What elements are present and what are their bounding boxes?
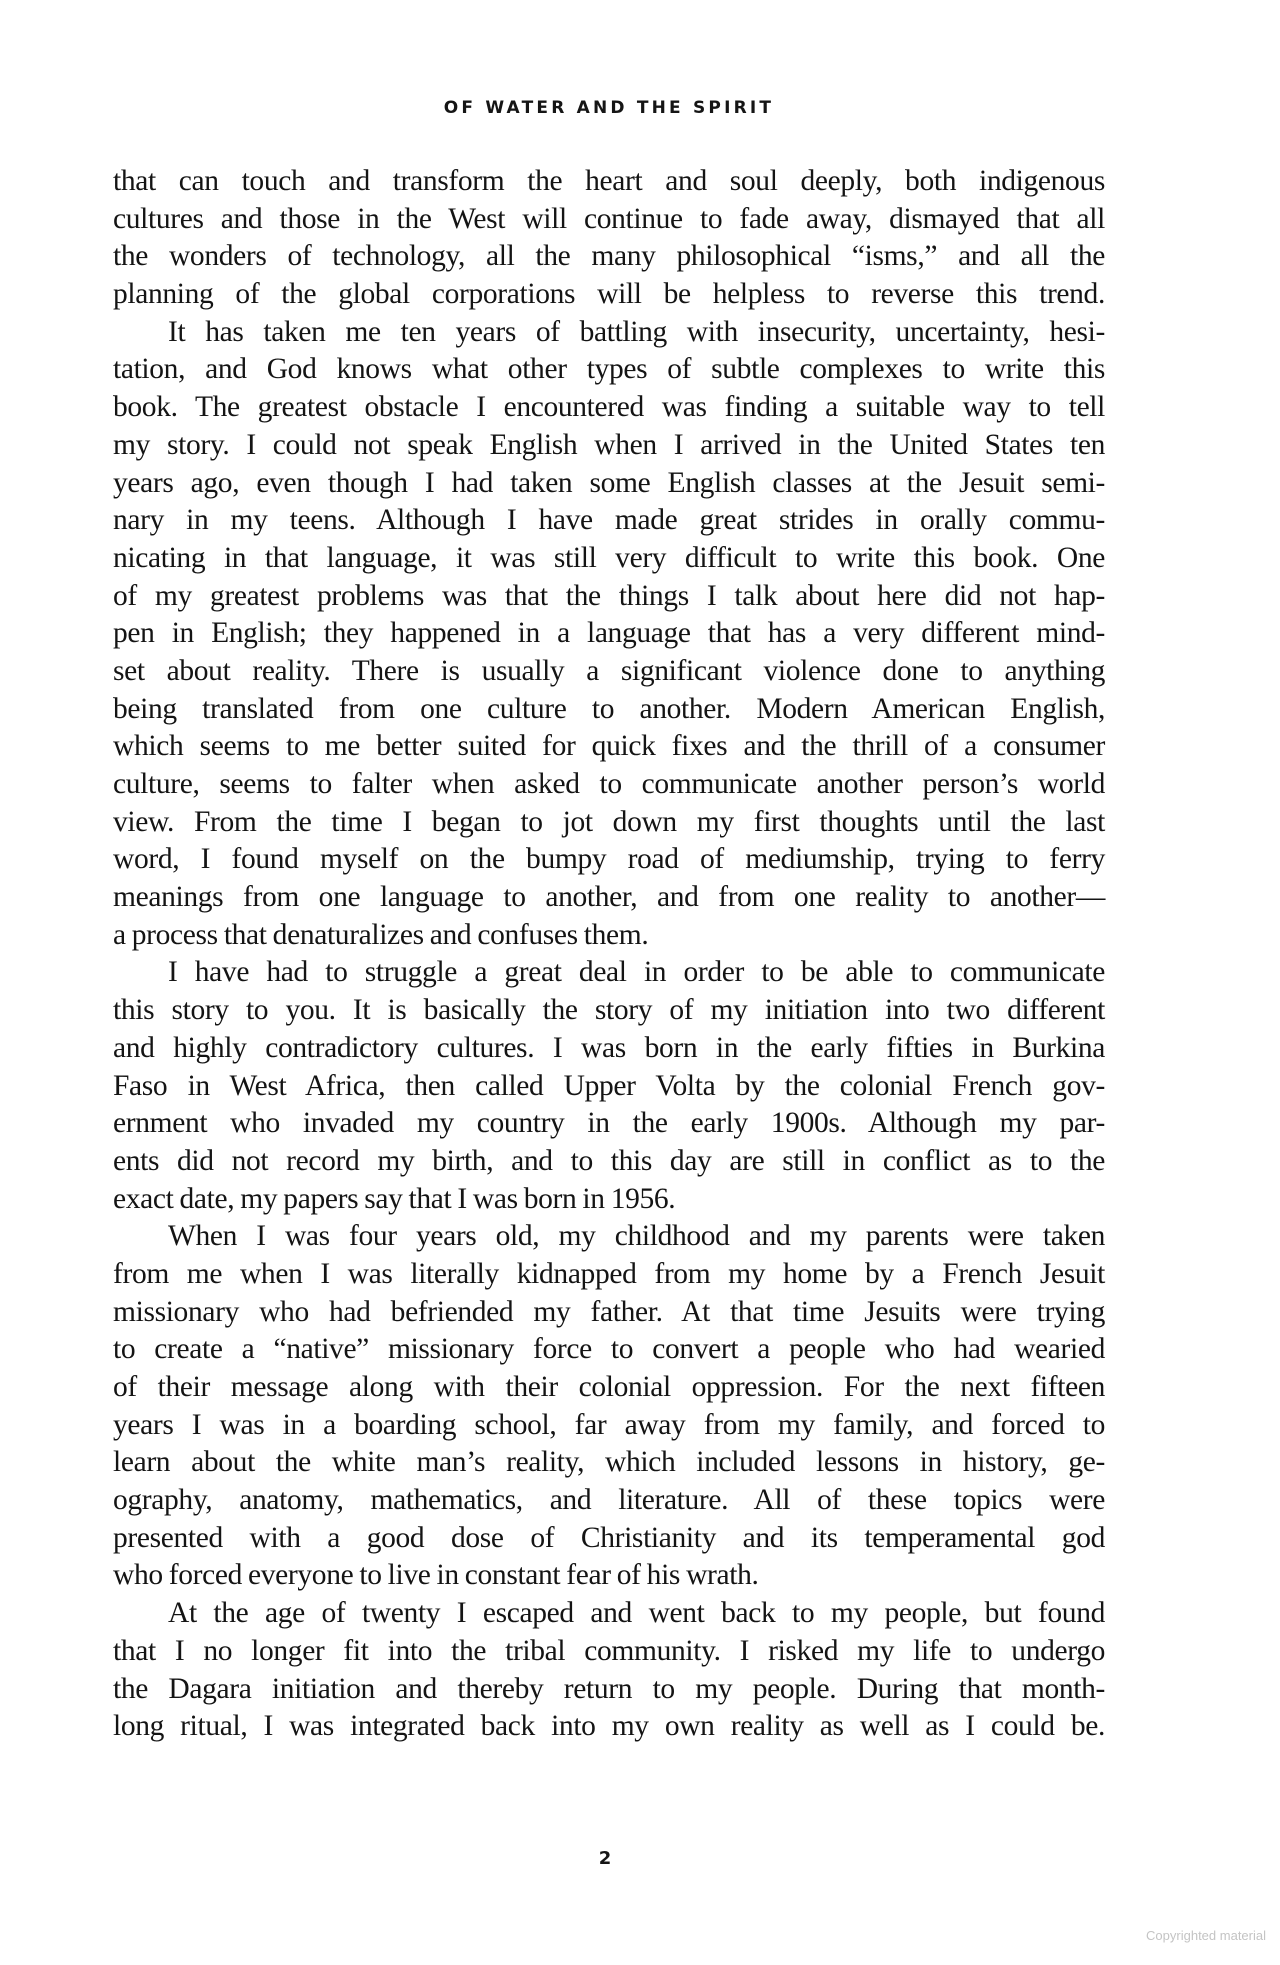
- text-line: from me when I was literally kidnapped from my home by a French Jesuit: [113, 1257, 1105, 1290]
- text-line: presented with a good dose of Christianity and its temperamental god: [113, 1521, 1105, 1554]
- text-line: of their message along with their colonial oppression. For the next fifteen: [113, 1371, 1105, 1403]
- paragraph: [113, 1595, 1105, 1746]
- text-line: At the age of twenty I escaped and went back to my people, but found: [168, 1597, 1105, 1630]
- text-line: culture, seems to falter when asked to communicate another person’s world: [113, 768, 1105, 800]
- text-line: word, I found myself on the bumpy road of mediumship, trying to ferry: [113, 843, 1105, 876]
- text-line: the Dagara initiation and thereby return to my people. During that month-: [113, 1672, 1105, 1705]
- text-line: I have had to struggle a great deal in order to be able to communicate: [168, 956, 1105, 989]
- text-line: nary in my teens. Although I have made great strides in orally commu-: [113, 504, 1105, 537]
- text-line: book. The greatest obstacle I encountered was finding a suitable way to tell: [113, 391, 1105, 424]
- text-line: When I was four years old, my childhood and my parents were taken: [168, 1220, 1105, 1253]
- body-text: [113, 163, 1105, 1746]
- text-line: this story to you. It is basically the story of my initiation into two different: [113, 994, 1105, 1027]
- text-line: It has taken me ten years of battling with insecurity, uncertainty, hesi-: [168, 315, 1105, 348]
- text-line: the wonders of technology, all the many philosophical “isms,” and all the: [113, 240, 1105, 273]
- text-line: cultures and those in the West will continue to fade away, dismayed that all: [113, 202, 1105, 235]
- text-line: pen in English; they happened in a language that has a very different mind-: [113, 617, 1105, 650]
- copyright-watermark: Copyrighted material: [1146, 1928, 1266, 1943]
- text-line: learn about the white man’s reality, which included lessons in history, ge-: [113, 1446, 1105, 1479]
- page-number: 2: [598, 1848, 612, 1869]
- text-line: meanings from one language to another, and from one reality to another—: [113, 881, 1105, 914]
- text-line: long ritual, I was integrated back into my own reality as well as I could be.: [113, 1710, 1105, 1743]
- paragraph: [113, 163, 1105, 314]
- text-line: which seems to me better suited for quick fixes and the thrill of a consumer: [113, 730, 1105, 763]
- text-line: who forced everyone to live in constant fear of his wrath.: [113, 1559, 759, 1592]
- text-line: tation, and God knows what other types of subtle complexes to write this: [113, 353, 1105, 386]
- text-line: being translated from one culture to another. Modern American English,: [113, 692, 1105, 725]
- paragraph: [113, 314, 1105, 955]
- text-line: view. From the time I began to jot down my first thoughts until the last: [113, 805, 1105, 838]
- text-line: nicating in that language, it was still very difficult to write this book. One: [113, 541, 1105, 574]
- text-line: missionary who had befriended my father. At that time Jesuits were trying: [113, 1295, 1105, 1328]
- text-line: that can touch and transform the heart and soul deeply, both indigenous: [113, 165, 1105, 197]
- text-line: and highly contradictory cultures. I was born in the early fifties in Burkina: [113, 1031, 1105, 1064]
- paragraph: [113, 954, 1105, 1218]
- text-line: ernment who invaded my country in the early 1900s. Although my par-: [113, 1107, 1105, 1140]
- text-line: to create a “native” missionary force to convert a people who had wearied: [113, 1333, 1105, 1366]
- text-line: planning of the global corporations will be helpless to reverse this trend.: [113, 278, 1105, 311]
- text-line: Faso in West Africa, then called Upper Volta by the colonial French gov-: [113, 1069, 1105, 1102]
- text-line: ography, anatomy, mathematics, and literature. All of these topics were: [113, 1484, 1105, 1517]
- text-line: years ago, even though I had taken some English classes at the Jesuit semi-: [113, 466, 1105, 499]
- text-line: that I no longer fit into the tribal community. I risked my life to undergo: [113, 1634, 1105, 1667]
- text-line: ents did not record my birth, and to this day are still in conflict as to the: [113, 1144, 1105, 1177]
- text-line: a process that denaturalizes and confuses them.: [113, 918, 649, 951]
- text-line: of my greatest problems was that the things I talk about here did not hap-: [113, 579, 1105, 612]
- text-line: my story. I could not speak English when I arrived in the United States ten: [113, 428, 1105, 461]
- text-line: exact date, my papers say that I was born in 1956.: [113, 1182, 676, 1215]
- paragraph: [113, 1218, 1105, 1595]
- running-head: OF WATER AND THE SPIRIT: [443, 98, 775, 118]
- text-line: set about reality. There is usually a significant violence done to anything: [113, 654, 1105, 687]
- text-line: years I was in a boarding school, far away from my family, and forced to: [113, 1408, 1105, 1441]
